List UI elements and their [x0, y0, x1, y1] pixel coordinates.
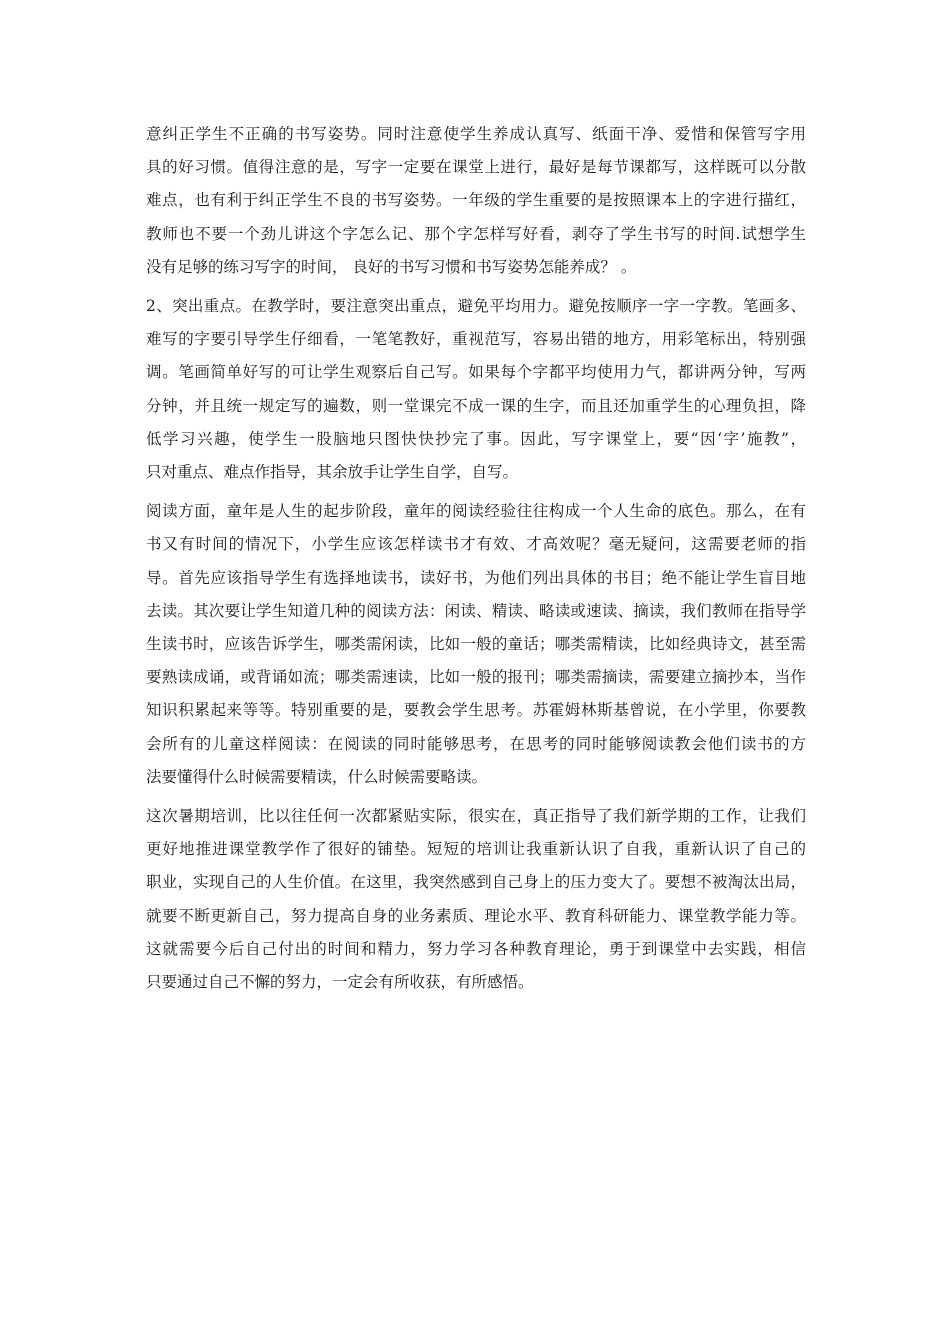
text-line: 分钟，并且统一规定写的遍数，则一堂课完不成一课的生字，而且还加重学生的心理负担，降: [146, 396, 806, 415]
text-line: 2、突出重点。在教学时，要注意突出重点，避免平均用力。避免按顺序一字一字教。笔画多、: [146, 297, 806, 316]
text-line: 这就需要今后自己付出的时间和精力，努力学习各种教育理论，勇于到课堂中去实践，相信: [146, 939, 806, 958]
text-line: 更好地推进课堂教学作了很好的铺垫。短短的培训让我重新认识了自我，重新认识了自己的: [146, 840, 806, 859]
text-line: 调。笔画简单好写的可让学生观察后自己写。如果每个字都平均使用力气，都讲两分钟，写两: [146, 363, 806, 382]
text-line: 只要通过自己不懈的努力，一定会有所收获，有所感悟。: [146, 973, 534, 992]
text-line: 低学习兴趣，使学生一股脑地只图快快抄完了事。因此，写字课堂上，要“因‘字’施教”，: [146, 429, 806, 448]
text-line: 法要懂得什么时候需要精读，什么时候需要略读。: [146, 767, 488, 786]
paragraph-highlight-key-points: [146, 290, 806, 489]
text-line: 意纠正学生不正确的书写姿势。同时注意使学生养成认真写、纸面干净、爱惜和保管写字用: [146, 125, 806, 143]
paragraph-reading: [146, 495, 806, 794]
document-body: [146, 118, 806, 1005]
text-line: 去读。其次要让学生知道几种的阅读方法：闲读、精读、略读或速读、摘读，我们教师在指导学: [146, 601, 806, 620]
paragraph-writing-posture: [146, 118, 806, 284]
text-line: 具的好习惯。值得注意的是，写字一定要在课堂上进行，最好是每节课都写，这样既可以分散: [146, 158, 806, 177]
text-line: 职业，实现自己的人生价值。在这里，我突然感到自己身上的压力变大了。要想不被淘汰出局，: [146, 873, 806, 892]
text-line: 难写的字要引导学生仔细看，一笔笔教好，重视范写，容易出错的地方，用彩笔标出，特别强: [146, 330, 806, 349]
text-line: 书又有时间的情况下，小学生应该怎样读书才有效、才高效呢？毫无疑问，这需要老师的指: [146, 535, 806, 554]
text-line: 要熟读成诵，或背诵如流；哪类需速读，比如一般的报刊；哪类需摘读，需要建立摘抄本，当作: [146, 668, 806, 687]
text-line: 知识积累起来等等。特别重要的是，要教会学生思考。苏霍姆林斯基曾说，在小学里，你要教: [146, 701, 806, 720]
text-line: 生读书时，应该告诉学生，哪类需闲读，比如一般的童话；哪类需精读，比如经典诗文，甚至需: [146, 635, 806, 654]
text-line: 会所有的儿童这样阅读：在阅读的同时能够思考，在思考的同时能够阅读教会他们读书的方: [146, 734, 806, 753]
text-line: 这次暑期培训，比以往任何一次都紧贴实际，很实在，真正指导了我们新学期的工作，让我们: [146, 807, 806, 826]
text-line: 难点，也有利于纠正学生不良的书写姿势。一年级的学生重要的是按照课本上的字进行描红，: [146, 191, 806, 210]
text-line: 就要不断更新自己，努力提高自身的业务素质、理论水平、教育科研能力、课堂教学能力等。: [146, 906, 806, 925]
paragraph-summer-training: [146, 800, 806, 999]
text-line: 教师也不要一个劲儿讲这个字怎么记、那个字怎样写好看，剥夺了学生书写的时间.试想学生: [146, 224, 806, 243]
text-line: 导。首先应该指导学生有选择地读书，读好书，为他们列出具体的书目；绝不能让学生盲目地: [146, 568, 806, 587]
text-line: 阅读方面，童年是人生的起步阶段，童年的阅读经验往往构成一个人生命的底色。那么，在有: [146, 502, 806, 521]
text-line: 只对重点、难点作指导，其余放手让学生自学，自写。: [146, 463, 519, 482]
text-line: 没有足够的练习写字的时间， 良好的书写习惯和书写姿势怎能养成？ 。: [146, 257, 637, 276]
